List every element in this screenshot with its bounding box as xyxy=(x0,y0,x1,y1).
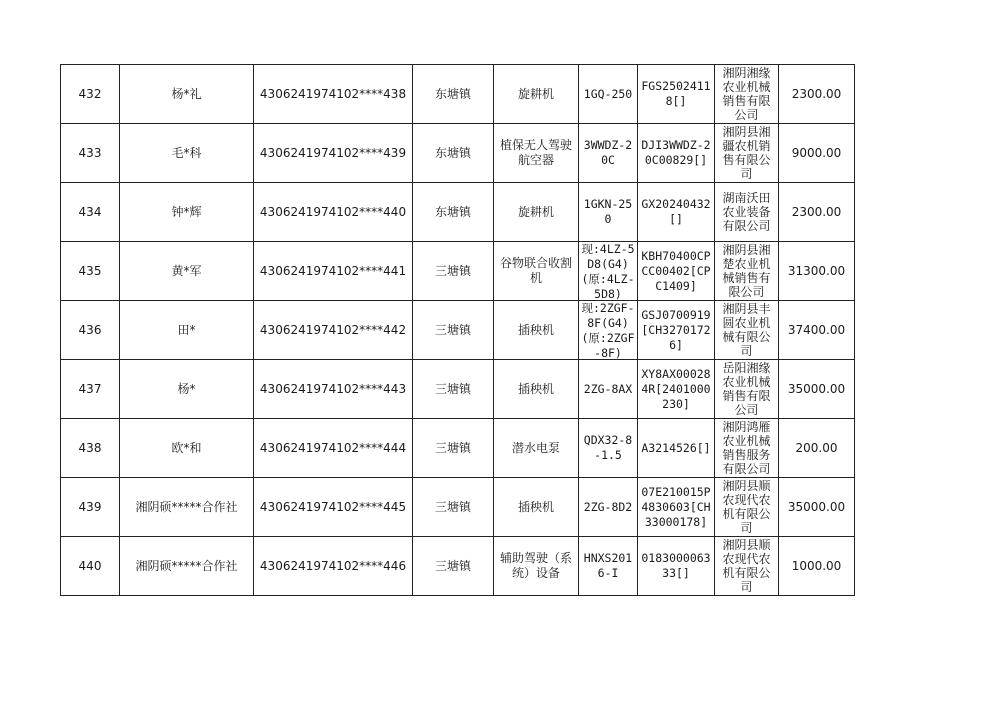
town-cell-text: 东塘镇 xyxy=(434,204,471,219)
applicant-name-cell xyxy=(120,360,254,419)
machine-type-cell xyxy=(494,124,579,183)
machine-type-cell xyxy=(494,537,579,596)
applicant-name-cell-text: 欧*和 xyxy=(171,440,202,455)
machine-type-cell-text: 植保无人驾驶航空器 xyxy=(499,138,572,167)
dealer-cell xyxy=(715,419,779,478)
model-cell-text: 现:2ZGF-8F(G4)(原:2ZGF-8F) xyxy=(581,301,635,359)
dealer-cell xyxy=(715,183,779,242)
id-number-cell xyxy=(254,537,413,596)
machine-type-cell-text: 插秧机 xyxy=(517,381,554,396)
row-number-cell xyxy=(61,242,120,301)
model-cell xyxy=(579,537,638,596)
model-cell xyxy=(579,360,638,419)
applicant-name-cell-text: 黄*军 xyxy=(171,263,202,278)
id-number-cell-text: 4306241974102****442 xyxy=(259,322,407,337)
applicant-name-cell-text: 毛*科 xyxy=(171,145,202,160)
town-cell-text: 三塘镇 xyxy=(434,499,471,514)
id-number-cell xyxy=(254,419,413,478)
town-cell-text: 三塘镇 xyxy=(434,381,471,396)
row-number-cell-text: 439 xyxy=(78,499,102,514)
row-number-cell-text: 432 xyxy=(78,86,102,101)
subsidy-amount-cell xyxy=(779,301,855,360)
machine-type-cell-text: 谷物联合收割机 xyxy=(499,256,572,285)
town-cell-text: 三塘镇 xyxy=(434,440,471,455)
serial-number-cell-text: KBH70400CPCC00402[CPC1409] xyxy=(641,248,711,293)
row-number-cell-text: 437 xyxy=(78,381,102,396)
dealer-cell-text: 湖南沃田农业装备有限公司 xyxy=(722,191,771,233)
model-cell-text: QDX32-8-1.5 xyxy=(583,433,633,462)
table-row xyxy=(61,242,855,301)
machine-type-cell xyxy=(494,419,579,478)
machine-type-cell-text: 插秧机 xyxy=(517,499,554,514)
row-number-cell xyxy=(61,124,120,183)
id-number-cell xyxy=(254,301,413,360)
id-number-cell-text: 4306241974102****438 xyxy=(259,86,407,101)
serial-number-cell xyxy=(638,478,715,537)
row-number-cell-text: 435 xyxy=(78,263,102,278)
applicant-name-cell-text: 杨*礼 xyxy=(171,86,202,101)
table-row xyxy=(61,478,855,537)
row-number-cell xyxy=(61,537,120,596)
applicant-name-cell xyxy=(120,242,254,301)
table-body xyxy=(61,65,855,596)
town-cell xyxy=(413,419,494,478)
table-row xyxy=(61,183,855,242)
id-number-cell-text: 4306241974102****443 xyxy=(259,381,407,396)
model-cell-text: 2ZG-8D2 xyxy=(583,499,633,514)
dealer-cell xyxy=(715,65,779,124)
town-cell-text: 东塘镇 xyxy=(434,145,471,160)
town-cell-text: 三塘镇 xyxy=(434,322,471,337)
dealer-cell-text: 湘阴县顺农现代农机有限公司 xyxy=(722,538,771,594)
serial-number-cell xyxy=(638,360,715,419)
id-number-cell-text: 4306241974102****440 xyxy=(259,204,407,219)
dealer-cell xyxy=(715,301,779,360)
dealer-cell xyxy=(715,242,779,301)
model-cell xyxy=(579,65,638,124)
dealer-cell-text: 湘阴鸿雁农业机械销售服务有限公司 xyxy=(722,420,771,476)
machine-type-cell-text: 旋耕机 xyxy=(517,86,554,101)
applicant-name-cell xyxy=(120,301,254,360)
machine-type-cell-text: 旋耕机 xyxy=(517,204,554,219)
model-cell-text: HNXS2016-I xyxy=(583,551,633,580)
serial-number-cell-text: FGS25024118[] xyxy=(641,79,711,108)
model-cell xyxy=(579,419,638,478)
id-number-cell xyxy=(254,183,413,242)
dealer-cell-text: 岳阳湘缘农业机械销售有限公司 xyxy=(722,361,771,417)
row-number-cell-text: 440 xyxy=(78,558,102,573)
serial-number-cell xyxy=(638,242,715,301)
dealer-cell xyxy=(715,360,779,419)
table-row xyxy=(61,301,855,360)
serial-number-cell-text: GSJ0700919[CH32701726] xyxy=(641,307,711,352)
town-cell-text: 三塘镇 xyxy=(434,558,471,573)
row-number-cell xyxy=(61,360,120,419)
town-cell-text: 东塘镇 xyxy=(434,86,471,101)
id-number-cell xyxy=(254,65,413,124)
town-cell xyxy=(413,537,494,596)
serial-number-cell xyxy=(638,301,715,360)
serial-number-cell-text: A3214526[] xyxy=(641,440,711,455)
serial-number-cell-text: XY8AX000284R[2401000230] xyxy=(641,366,711,411)
table-row xyxy=(61,419,855,478)
town-cell xyxy=(413,301,494,360)
subsidy-amount-cell-text: 35000.00 xyxy=(787,381,846,396)
applicant-name-cell xyxy=(120,419,254,478)
applicant-name-cell xyxy=(120,478,254,537)
serial-number-cell-text: 07E210015P4830603[CH33000178] xyxy=(641,484,711,529)
dealer-cell xyxy=(715,478,779,537)
subsidy-amount-cell xyxy=(779,419,855,478)
town-cell-text: 三塘镇 xyxy=(434,263,471,278)
dealer-cell-text: 湘阴县顺农现代农机有限公司 xyxy=(722,479,771,535)
serial-number-cell xyxy=(638,124,715,183)
model-cell xyxy=(579,301,638,360)
id-number-cell-text: 4306241974102****445 xyxy=(259,499,407,514)
subsidy-amount-cell-text: 31300.00 xyxy=(787,263,846,278)
model-cell-text: 3WWDZ-20C xyxy=(583,138,633,167)
subsidy-amount-cell xyxy=(779,537,855,596)
subsidy-amount-cell xyxy=(779,478,855,537)
table-row xyxy=(61,537,855,596)
id-number-cell-text: 4306241974102****439 xyxy=(259,145,407,160)
machine-type-cell xyxy=(494,65,579,124)
row-number-cell xyxy=(61,478,120,537)
model-cell-text: 2ZG-8AX xyxy=(583,381,633,396)
applicant-name-cell xyxy=(120,124,254,183)
model-cell-text: 现:4LZ-5D8(G4)(原:4LZ-5D8) xyxy=(581,242,635,300)
subsidy-table xyxy=(60,64,855,596)
town-cell xyxy=(413,183,494,242)
serial-number-cell-text: 018300006333[] xyxy=(641,551,711,580)
applicant-name-cell xyxy=(120,537,254,596)
model-cell-text: 1GQ-250 xyxy=(583,86,633,101)
table-row xyxy=(61,65,855,124)
row-number-cell-text: 438 xyxy=(78,440,102,455)
town-cell xyxy=(413,242,494,301)
town-cell xyxy=(413,478,494,537)
dealer-cell-text: 湘阴县丰圆农业机械有限公司 xyxy=(722,302,771,358)
serial-number-cell-text: DJI3WWDZ-20C00829[] xyxy=(641,138,711,167)
applicant-name-cell-text: 湘阴硕*****合作社 xyxy=(135,499,238,514)
dealer-cell-text: 湘阴县湘疆农机销售有限公司 xyxy=(722,125,771,181)
id-number-cell xyxy=(254,124,413,183)
subsidy-amount-cell-text: 2300.00 xyxy=(791,204,842,219)
model-cell xyxy=(579,242,638,301)
serial-number-cell xyxy=(638,419,715,478)
machine-type-cell-text: 潜水电泵 xyxy=(511,440,560,455)
subsidy-table-sheet xyxy=(60,64,855,596)
applicant-name-cell-text: 杨* xyxy=(177,381,196,396)
row-number-cell xyxy=(61,65,120,124)
dealer-cell xyxy=(715,537,779,596)
machine-type-cell xyxy=(494,183,579,242)
dealer-cell xyxy=(715,124,779,183)
serial-number-cell-text: GX20240432[] xyxy=(641,197,711,226)
subsidy-amount-cell-text: 37400.00 xyxy=(787,322,846,337)
row-number-cell-text: 433 xyxy=(78,145,102,160)
machine-type-cell xyxy=(494,478,579,537)
subsidy-amount-cell xyxy=(779,183,855,242)
subsidy-amount-cell xyxy=(779,65,855,124)
town-cell xyxy=(413,360,494,419)
serial-number-cell xyxy=(638,183,715,242)
row-number-cell xyxy=(61,183,120,242)
machine-type-cell xyxy=(494,242,579,301)
subsidy-amount-cell-text: 200.00 xyxy=(795,440,838,455)
dealer-cell-text: 湘阴县湘楚农业机械销售有限公司 xyxy=(722,243,771,299)
subsidy-amount-cell xyxy=(779,124,855,183)
model-cell xyxy=(579,124,638,183)
model-cell xyxy=(579,183,638,242)
row-number-cell-text: 436 xyxy=(78,322,102,337)
model-cell-text: 1GKN-250 xyxy=(583,197,633,226)
row-number-cell xyxy=(61,419,120,478)
machine-type-cell-text: 辅助驾驶（系统）设备 xyxy=(499,551,572,580)
id-number-cell xyxy=(254,360,413,419)
serial-number-cell xyxy=(638,65,715,124)
id-number-cell-text: 4306241974102****446 xyxy=(259,558,407,573)
applicant-name-cell xyxy=(120,183,254,242)
applicant-name-cell-text: 湘阴硕*****合作社 xyxy=(135,558,238,573)
town-cell xyxy=(413,65,494,124)
applicant-name-cell xyxy=(120,65,254,124)
id-number-cell-text: 4306241974102****441 xyxy=(259,263,407,278)
applicant-name-cell-text: 田* xyxy=(177,322,196,337)
table-row xyxy=(61,360,855,419)
id-number-cell xyxy=(254,478,413,537)
table-row xyxy=(61,124,855,183)
serial-number-cell xyxy=(638,537,715,596)
subsidy-amount-cell-text: 1000.00 xyxy=(791,558,842,573)
subsidy-amount-cell xyxy=(779,360,855,419)
row-number-cell-text: 434 xyxy=(78,204,102,219)
town-cell xyxy=(413,124,494,183)
subsidy-amount-cell xyxy=(779,242,855,301)
dealer-cell-text: 湘阴湘缘农业机械销售有限公司 xyxy=(722,66,771,122)
machine-type-cell xyxy=(494,360,579,419)
subsidy-amount-cell-text: 35000.00 xyxy=(787,499,846,514)
machine-type-cell-text: 插秧机 xyxy=(517,322,554,337)
row-number-cell xyxy=(61,301,120,360)
id-number-cell xyxy=(254,242,413,301)
model-cell xyxy=(579,478,638,537)
subsidy-amount-cell-text: 2300.00 xyxy=(791,86,842,101)
applicant-name-cell-text: 钟*辉 xyxy=(171,204,202,219)
subsidy-amount-cell-text: 9000.00 xyxy=(791,145,842,160)
id-number-cell-text: 4306241974102****444 xyxy=(259,440,407,455)
machine-type-cell xyxy=(494,301,579,360)
